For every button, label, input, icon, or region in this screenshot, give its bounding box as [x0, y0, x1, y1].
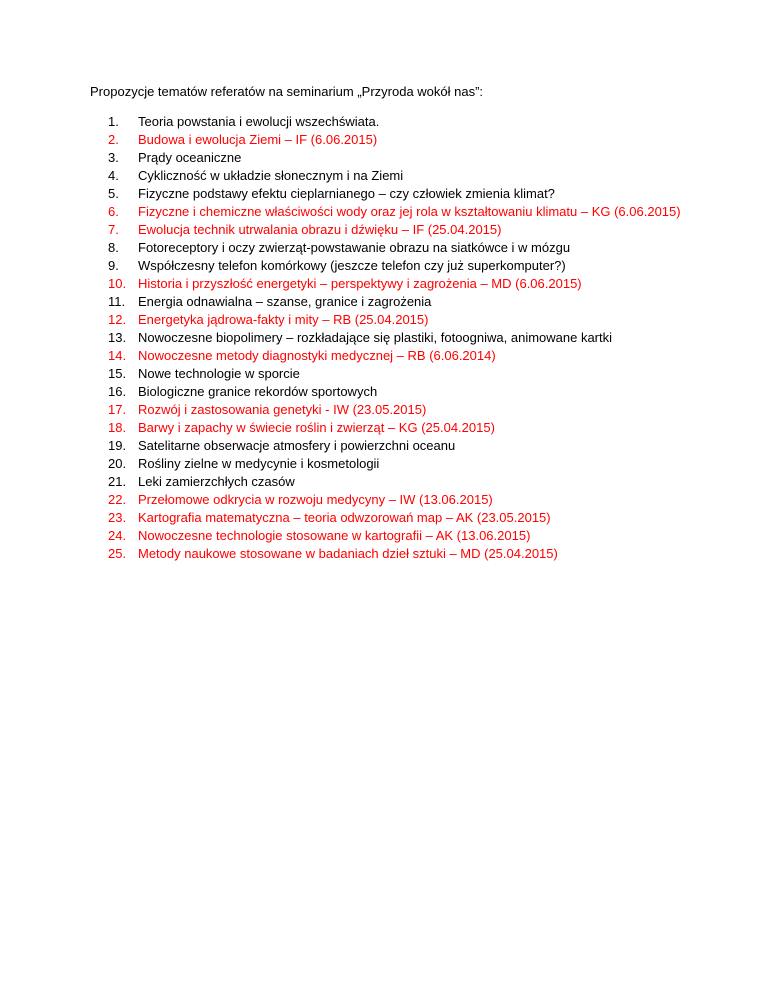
- topic-number: 20.: [108, 456, 127, 471]
- topic-number: 18.: [108, 420, 127, 435]
- topic-list-item: [108, 365, 681, 383]
- topic-list-item: [108, 167, 681, 185]
- topic-list-item: [108, 113, 681, 131]
- topic-title: Satelitarne obserwacje atmosfery i powierzchni oceanu: [138, 438, 456, 453]
- topic-number: 5.: [108, 186, 119, 201]
- topic-title: Cykliczność w układzie słonecznym i na Ziemi: [138, 168, 404, 183]
- topic-title: Prądy oceaniczne: [138, 150, 242, 165]
- topic-title: Barwy i zapachy w świecie roślin i zwierząt – KG (25.04.2015): [138, 420, 495, 435]
- topic-list-item: [108, 509, 681, 527]
- topic-list-item: [108, 203, 681, 221]
- topic-list-item: [108, 185, 681, 203]
- topic-title: Energia odnawialna – szanse, granice i zagrożenia: [138, 294, 432, 309]
- topic-number: 13.: [108, 330, 127, 345]
- topic-title: Ewolucja technik utrwalania obrazu i dźwięku – IF (25.04.2015): [138, 222, 502, 237]
- topic-list-item: [108, 347, 681, 365]
- topic-title: Nowoczesne biopolimery – rozkładające się plastiki, fotoogniwa, animowane kartki: [138, 330, 613, 345]
- topic-list-item: [108, 329, 681, 347]
- topic-title: Kartografia matematyczna – teoria odwzorowań map – AK (23.05.2015): [138, 510, 551, 525]
- topic-number: 15.: [108, 366, 127, 381]
- topic-title: Fizyczne podstawy efektu cieplarnianego – czy człowiek zmienia klimat?: [138, 186, 555, 201]
- topic-list-item: [108, 239, 681, 257]
- topic-number: 11.: [108, 294, 126, 309]
- topic-title: Fizyczne i chemiczne właściwości wody oraz jej rola w kształtowaniu klimatu – KG (6.06.2015): [138, 204, 681, 219]
- topic-number: 21.: [108, 474, 127, 489]
- topic-title: Leki zamierzchłych czasów: [138, 474, 295, 489]
- topic-list-item: [108, 131, 681, 149]
- topic-number: 12.: [108, 312, 127, 327]
- topic-number: 9.: [108, 258, 119, 273]
- topic-title: Nowoczesne technologie stosowane w kartografii – AK (13.06.2015): [138, 528, 531, 543]
- topic-title: Rośliny zielne w medycynie i kosmetologii: [138, 456, 380, 471]
- topic-number: 16.: [108, 384, 127, 399]
- topic-list-item: [108, 437, 681, 455]
- topic-list-item: [108, 221, 681, 239]
- topic-number: 10.: [108, 276, 127, 291]
- document-heading: Propozycje tematów referatów na seminarium „Przyroda wokół nas”:: [90, 84, 484, 99]
- topic-title: Energetyka jądrowa-fakty i mity – RB (25.04.2015): [138, 312, 429, 327]
- topic-number: 23.: [108, 510, 127, 525]
- topic-list: [108, 113, 681, 563]
- topic-title: Biologiczne granice rekordów sportowych: [138, 384, 378, 399]
- topic-number: 25.: [108, 546, 127, 561]
- topic-list-item: [108, 149, 681, 167]
- topic-list-item: [108, 527, 681, 545]
- topic-title: Budowa i ewolucja Ziemi – IF (6.06.2015): [138, 132, 378, 147]
- topic-list-item: [108, 455, 681, 473]
- topic-title: Przełomowe odkrycia w rozwoju medycyny – IW (13.06.2015): [138, 492, 493, 507]
- topic-title: Rozwój i zastosowania genetyki - IW (23.05.2015): [138, 402, 427, 417]
- topic-title: Nowe technologie w sporcie: [138, 366, 300, 381]
- topic-list-item: [108, 293, 681, 311]
- topic-number: 24.: [108, 528, 127, 543]
- topic-number: 7.: [108, 222, 119, 237]
- topic-title: Teoria powstania i ewolucji wszechświata.: [138, 114, 380, 129]
- topic-list-item: [108, 473, 681, 491]
- topic-list-item: [108, 383, 681, 401]
- topic-number: 14.: [108, 348, 127, 363]
- topic-list-item: [108, 545, 681, 563]
- topic-number: 6.: [108, 204, 119, 219]
- topic-number: 2.: [108, 132, 119, 147]
- topic-list-item: [108, 419, 681, 437]
- topic-title: Historia i przyszłość energetyki – perspektywy i zagrożenia – MD (6.06.2015): [138, 276, 582, 291]
- topic-number: 3.: [108, 150, 119, 165]
- topic-title: Fotoreceptory i oczy zwierząt-powstawanie obrazu na siatkówce i w mózgu: [138, 240, 571, 255]
- topic-number: 22.: [108, 492, 127, 507]
- topic-title: Metody naukowe stosowane w badaniach dzieł sztuki – MD (25.04.2015): [138, 546, 558, 561]
- topic-number: 8.: [108, 240, 119, 255]
- topic-number: 19.: [108, 438, 127, 453]
- topic-title: Nowoczesne metody diagnostyki medycznej – RB (6.06.2014): [138, 348, 496, 363]
- topic-number: 4.: [108, 168, 119, 183]
- topic-list-item: [108, 401, 681, 419]
- topic-list-item: [108, 491, 681, 509]
- topic-number: 1.: [108, 114, 119, 129]
- topic-title: Współczesny telefon komórkowy (jeszcze telefon czy już superkomputer?): [138, 258, 566, 273]
- topic-list-item: [108, 311, 681, 329]
- topic-number: 17.: [108, 402, 127, 417]
- topic-list-item: [108, 257, 681, 275]
- topic-list-item: [108, 275, 681, 293]
